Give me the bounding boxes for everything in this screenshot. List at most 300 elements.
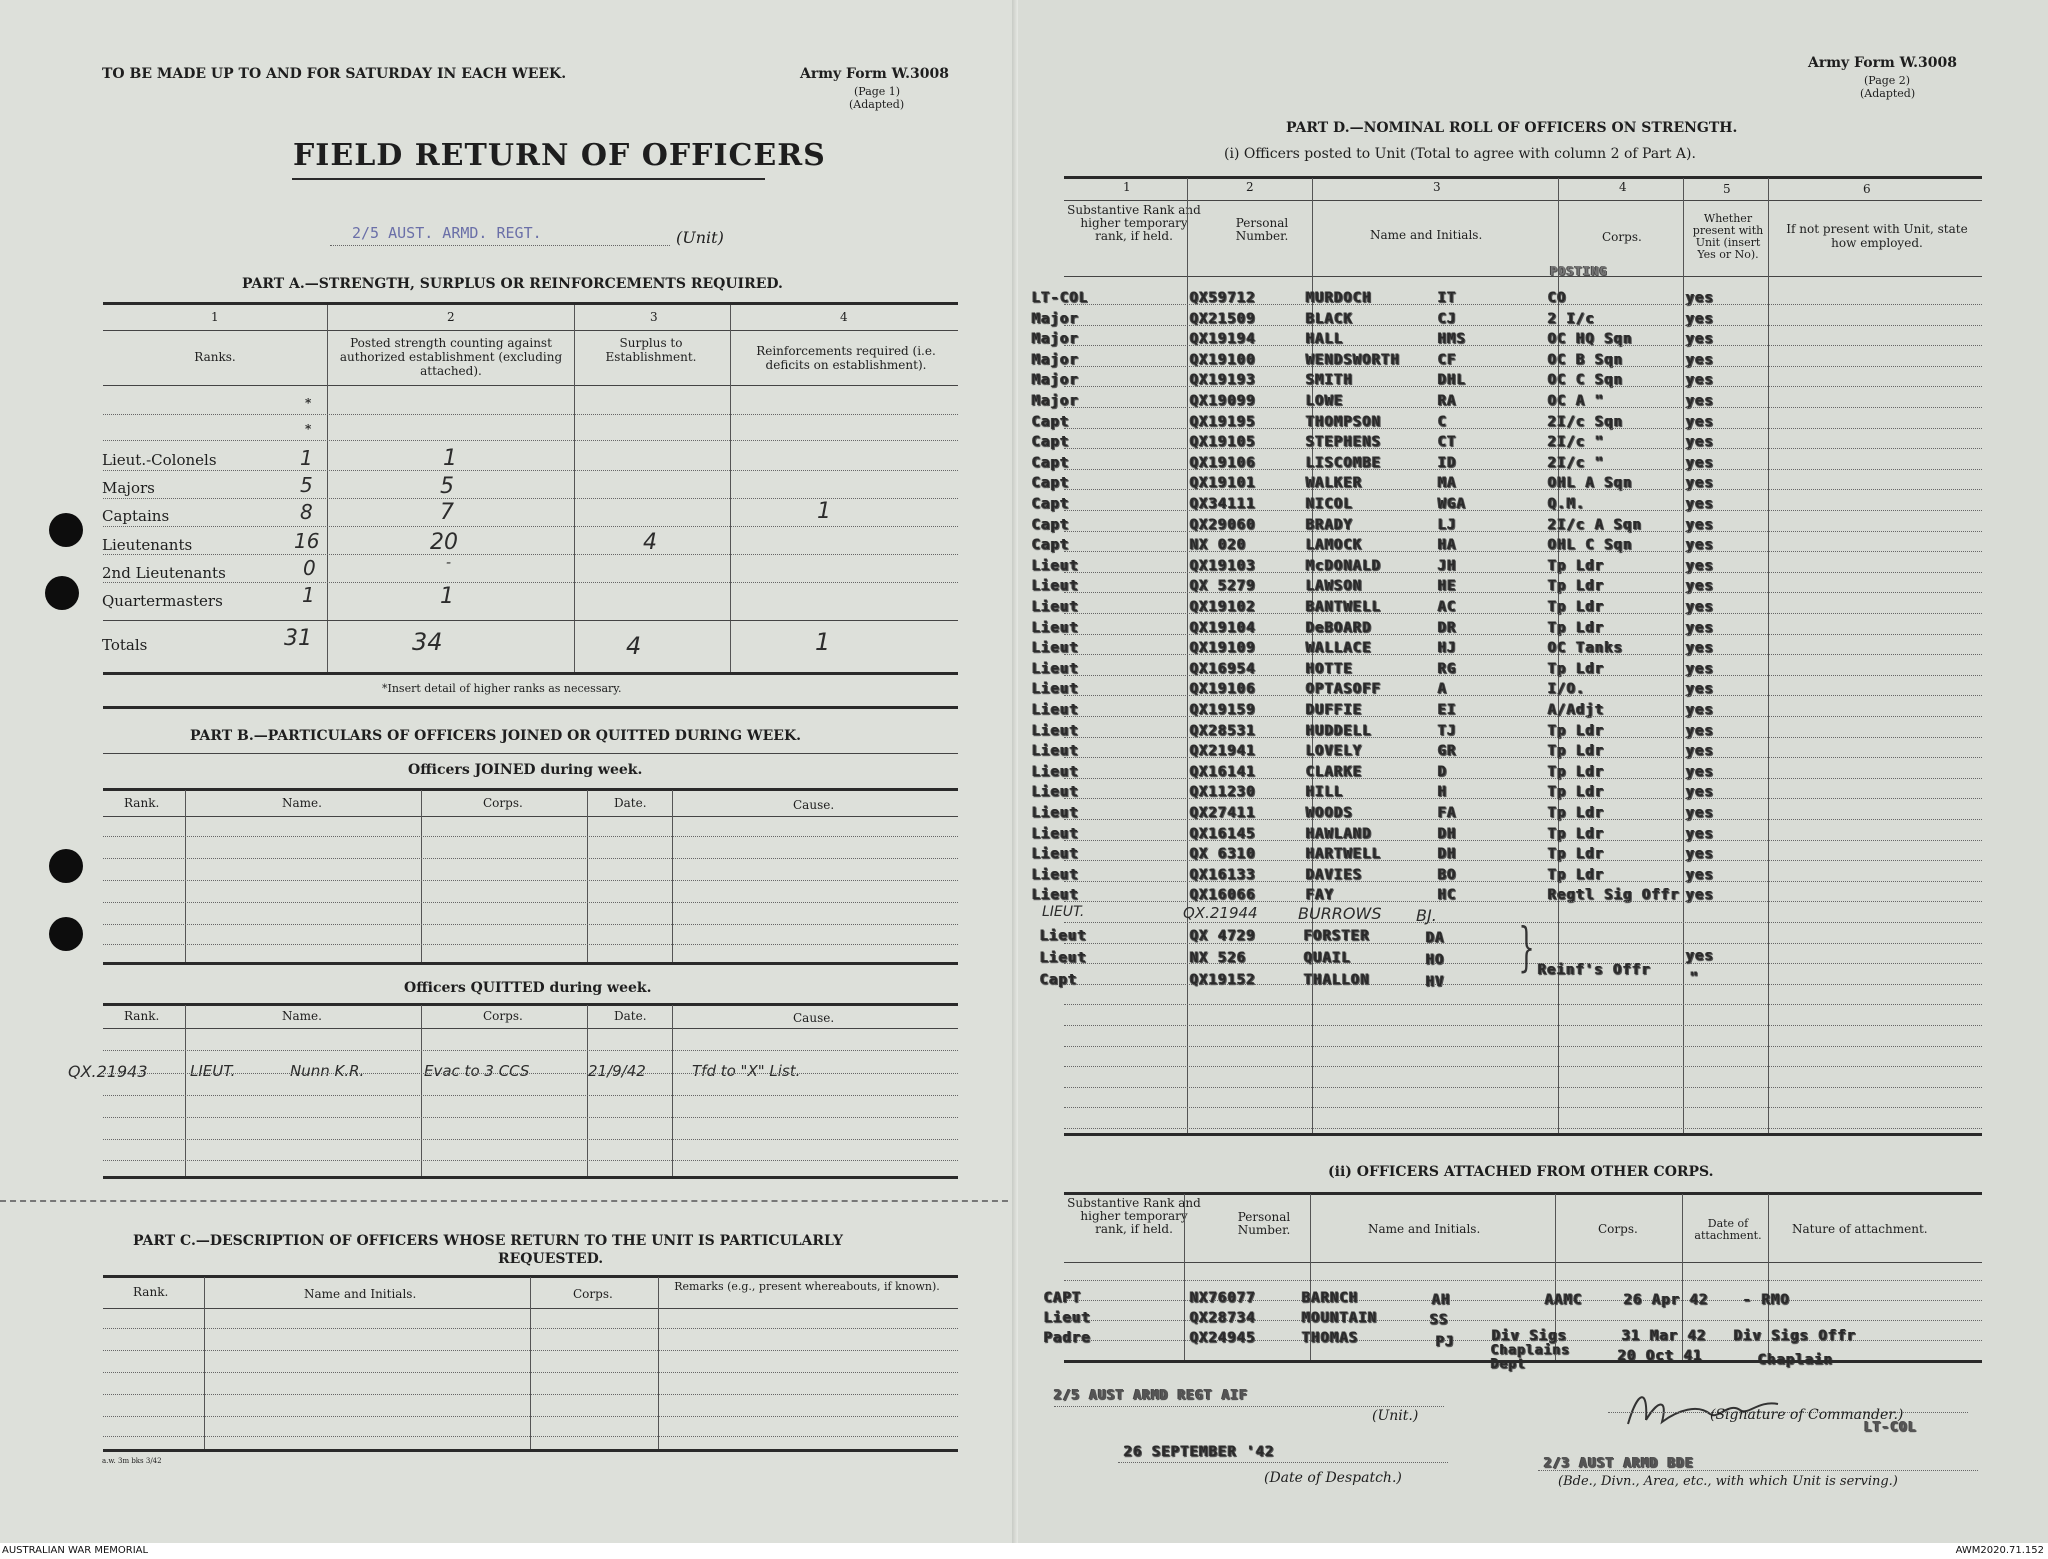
bde-label: (Bde., Divn., Area, etc., with which Unit is serving.): [1558, 1474, 1898, 1489]
officer-posting: OHL A Sqn: [1548, 475, 1633, 491]
att-corps: Div Sigs: [1492, 1328, 1568, 1344]
roll-line: [1064, 613, 1982, 614]
att-rank: Padre: [1044, 1330, 1092, 1346]
officer-initials: AC: [1438, 599, 1457, 615]
officer-present: yes: [1686, 723, 1715, 739]
punch-hole: [49, 513, 83, 547]
roll-line: [1064, 366, 1982, 367]
roll-line: [1064, 1046, 1982, 1047]
roll-line: [1064, 1128, 1982, 1129]
officer-rank: Capt: [1032, 537, 1070, 553]
officer-initials: TJ: [1438, 723, 1457, 739]
d-col-num-6: 6: [1863, 182, 1871, 196]
quitted-date: 21/9/42: [588, 1062, 646, 1080]
officer-name: McDONALD: [1306, 558, 1382, 574]
officer-initials: D: [1438, 764, 1448, 780]
att-initials: AH: [1432, 1292, 1451, 1308]
row-line-a2: [103, 440, 958, 441]
joined-line: [103, 880, 958, 881]
d-header-name: Name and Initials.: [1370, 228, 1483, 242]
officer-number: QX19099: [1190, 393, 1257, 409]
officer-posting: Tp Ldr: [1548, 867, 1605, 883]
officer-present: yes: [1686, 681, 1715, 697]
officer-number: QX19109: [1190, 640, 1257, 656]
asterisk-1: *: [305, 396, 312, 410]
officer-posting: OC C Sqn: [1548, 372, 1624, 388]
officer-name: CLARKE: [1306, 764, 1363, 780]
quitted-header-corps: Corps.: [483, 1009, 523, 1023]
officer-initials: DH: [1438, 826, 1457, 842]
officer-present: yes: [1686, 311, 1715, 327]
officer-name: BANTWELL: [1306, 599, 1382, 615]
officer-initials: ID: [1438, 455, 1457, 471]
header-posted-strength: Posted strength counting against authorized establishment (excluding attached).: [339, 336, 563, 378]
punch-hole: [49, 849, 83, 883]
part-ii-top-rule: [1064, 1192, 1982, 1195]
officer-posting: OC B Sqn: [1548, 352, 1624, 368]
totals-top-rule: [103, 620, 958, 621]
att-rank: Lieut: [1044, 1310, 1092, 1326]
part-b-title-rule: [103, 753, 958, 754]
att-number: QX28734: [1190, 1310, 1257, 1326]
officer-present: yes: [1686, 517, 1715, 533]
part-c-line: [103, 1416, 958, 1417]
roll-line: [1064, 1066, 1982, 1067]
officer-name: THOMPSON: [1306, 414, 1382, 430]
officer-name: WOODS: [1306, 805, 1354, 821]
officer-present: yes: [1686, 475, 1715, 491]
officer-number: QX 5279: [1190, 578, 1257, 594]
officer-initials: HA: [1438, 537, 1457, 553]
roll-line: [1064, 572, 1982, 573]
reinf-initials: HO: [1426, 952, 1445, 968]
rank-label: Lieut.-Colonels: [102, 451, 217, 469]
date-line: [1118, 1462, 1448, 1463]
quitted-header-name: Name.: [282, 1009, 322, 1023]
officer-present: yes: [1686, 640, 1715, 656]
officer-number: QX19106: [1190, 681, 1257, 697]
officer-rank: Major: [1032, 352, 1080, 368]
officer-present: yes: [1686, 887, 1715, 903]
form-number: Army Form W.3008: [1808, 55, 1958, 71]
officer-name: FAY: [1306, 887, 1335, 903]
title-underline: [292, 178, 765, 180]
joined-line: [103, 902, 958, 903]
posted-value: 20: [430, 530, 458, 555]
officer-name: LOVELY: [1306, 743, 1363, 759]
officer-rank: Capt: [1032, 475, 1070, 491]
totals-bottom-rule: [103, 672, 958, 675]
officer-name: WALLACE: [1306, 640, 1373, 656]
officer-posting: 2I/c ": [1548, 455, 1605, 471]
unit-value: 2/5 AUST. ARMD. REGT.: [352, 224, 542, 242]
officer-number: QX27411: [1190, 805, 1257, 821]
roll-line: [1064, 860, 1982, 861]
roll-line: [1064, 551, 1982, 552]
d-col-num-1: 1: [1123, 180, 1131, 194]
officer-posting: OC A ": [1548, 393, 1605, 409]
officer-name: DeBOARD: [1306, 620, 1373, 636]
part-c-header-name: Name and Initials.: [304, 1287, 417, 1301]
joined-header-corps: Corps.: [483, 796, 523, 810]
officer-present: yes: [1686, 331, 1715, 347]
auth-value: 8: [300, 500, 313, 524]
hw-rank: LIEUT.: [1042, 904, 1085, 920]
officer-rank: Lieut: [1032, 743, 1080, 759]
officer-rank: Capt: [1032, 434, 1070, 450]
att-line: [1064, 1280, 1982, 1281]
officer-name: STEPHENS: [1306, 434, 1382, 450]
officer-name: BRADY: [1306, 517, 1354, 533]
joined-vline-2: [421, 790, 422, 962]
officer-present: yes: [1686, 290, 1715, 306]
d-col-num-3: 3: [1433, 180, 1441, 194]
footer-right: AWM2020.71.152: [1955, 1545, 2044, 1556]
officer-initials: BO: [1438, 867, 1457, 883]
officer-present: yes: [1686, 846, 1715, 862]
officer-present: yes: [1686, 434, 1715, 450]
adapted-note: (Adapted): [1860, 87, 1916, 100]
roll-line: [1064, 448, 1982, 449]
roll-line: [1064, 695, 1982, 696]
part-d-num-rule: [1064, 200, 1982, 201]
form-number: Army Form W.3008: [800, 66, 950, 82]
officer-number: QX16133: [1190, 867, 1257, 883]
officer-number: QX19195: [1190, 414, 1257, 430]
officer-present: yes: [1686, 352, 1715, 368]
officer-number: QX29060: [1190, 517, 1257, 533]
d-header-present: Whether present with Unit (insert Yes or No).: [1692, 212, 1764, 261]
roll-line: [1064, 531, 1982, 532]
officer-present: yes: [1686, 578, 1715, 594]
header-ranks: Ranks.: [194, 350, 236, 364]
officer-initials: C: [1438, 414, 1448, 430]
quitted-rank: LIEUT.: [190, 1062, 236, 1080]
att-nature: Chaplain: [1758, 1352, 1834, 1368]
officer-rank: Lieut: [1032, 764, 1080, 780]
officer-initials: FA: [1438, 805, 1457, 821]
date-label: (Date of Despatch.): [1264, 1470, 1402, 1486]
officer-rank: Lieut: [1032, 599, 1080, 615]
officer-number: QX19101: [1190, 475, 1257, 491]
att-corps: Chaplains Dept: [1491, 1343, 1571, 1372]
hw-name: BURROWS: [1298, 904, 1382, 923]
officer-name: DUFFIE: [1306, 702, 1363, 718]
part-d-top-rule: [1064, 176, 1982, 179]
part-d-subtitle: (i) Officers posted to Unit (Total to agree with column 2 of Part A).: [1224, 146, 1696, 162]
officer-initials: GR: [1438, 743, 1457, 759]
header-surplus: Surplus to Establishment.: [605, 336, 697, 364]
quitted-line: [103, 1139, 958, 1140]
d-col-num-2: 2: [1246, 180, 1254, 194]
officer-number: QX16954: [1190, 661, 1257, 677]
officer-rank: Lieut: [1032, 681, 1080, 697]
officer-present: yes: [1686, 661, 1715, 677]
rank-label: Captains: [102, 507, 170, 525]
row-line-b4: [103, 554, 958, 555]
reinf-number: QX 4729: [1190, 928, 1257, 944]
att-rank: CAPT: [1044, 1290, 1082, 1306]
officer-number: QX19102: [1190, 599, 1257, 615]
form-page-2: [1018, 0, 2048, 1543]
officer-rank: LT-COL: [1032, 290, 1089, 306]
unit-dotted-line: [330, 245, 670, 246]
reinf-present-2: ": [1690, 970, 1700, 986]
att-nature: - RMO: [1743, 1292, 1791, 1308]
totals-reinf: 1: [815, 628, 831, 656]
officer-number: QX21941: [1190, 743, 1257, 759]
officer-name: WENDSWORTH: [1306, 352, 1401, 368]
part-b-top-rule: [103, 706, 958, 709]
officer-present: yes: [1686, 537, 1715, 553]
posted-value: 5: [440, 474, 454, 499]
officer-rank: Capt: [1032, 517, 1070, 533]
print-code: a.w. 3m bks 3/42: [102, 1457, 162, 1465]
part-c-vline-2: [530, 1277, 531, 1450]
officer-initials: DR: [1438, 620, 1457, 636]
roll-line: [1064, 654, 1982, 655]
quitted-header-cause: Cause.: [793, 1011, 835, 1025]
joined-line: [103, 858, 958, 859]
joined-header-name: Name.: [282, 796, 322, 810]
joined-header-date: Date.: [614, 796, 647, 810]
officer-rank: Capt: [1032, 455, 1070, 471]
quitted-bottom-rule: [103, 1176, 958, 1179]
att-number: QX24945: [1190, 1330, 1257, 1346]
officer-name: OPTASOFF: [1306, 681, 1382, 697]
roll-line: [1064, 407, 1982, 408]
part-c-vline-3: [658, 1277, 659, 1450]
att-date: 26 Apr 42: [1624, 1292, 1709, 1308]
quitted-line: [103, 1050, 958, 1051]
part-ii-title: (ii) OFFICERS ATTACHED FROM OTHER CORPS.: [1328, 1164, 1714, 1180]
officer-name: HAWLAND: [1306, 826, 1373, 842]
col-num-4: 4: [840, 310, 848, 324]
officer-posting: Tp Ldr: [1548, 784, 1605, 800]
part-d-title: PART D.—NOMINAL ROLL OF OFFICERS ON STRENGTH.: [1286, 120, 1738, 136]
col-num-2: 2: [447, 310, 455, 324]
roll-line: [1064, 634, 1982, 635]
officer-posting: Tp Ldr: [1548, 723, 1605, 739]
roll-line: [1064, 881, 1982, 882]
quitted-line: [103, 1160, 958, 1161]
punch-hole: [45, 576, 79, 610]
officer-present: yes: [1686, 805, 1715, 821]
part-a-header-rule: [103, 385, 958, 386]
officer-present: yes: [1686, 455, 1715, 471]
officer-posting: Tp Ldr: [1548, 558, 1605, 574]
officer-posting: Q.M.: [1548, 496, 1586, 512]
officer-number: QX59712: [1190, 290, 1257, 306]
roll-line: [1064, 737, 1982, 738]
officer-number: QX19106: [1190, 455, 1257, 471]
officer-name: HOTTE: [1306, 661, 1354, 677]
officer-posting: OC HQ Sqn: [1548, 331, 1633, 347]
part-c-header-rank: Rank.: [133, 1285, 169, 1299]
officer-rank: Lieut: [1032, 661, 1080, 677]
officer-number: QX16066: [1190, 887, 1257, 903]
part-a-footnote: *Insert detail of higher ranks as necessary.: [382, 682, 622, 695]
officer-posting: OHL C Sqn: [1548, 537, 1633, 553]
officer-present: yes: [1686, 414, 1715, 430]
quitted-header-rank: Rank.: [124, 1009, 160, 1023]
bde-stamp: 2/3 AUST ARMD BDE: [1544, 1456, 1695, 1471]
part-ii-bottom-rule: [1064, 1360, 1982, 1363]
quitted-vline-1: [185, 1005, 186, 1177]
att-corps: AAMC: [1545, 1292, 1583, 1308]
roll-line: [1064, 325, 1982, 326]
part-c-title-line2: REQUESTED.: [498, 1251, 604, 1267]
part-a-top-rule: [103, 302, 958, 305]
officer-number: QX19103: [1190, 558, 1257, 574]
part-a-vline-1: [327, 305, 328, 673]
rank-label: Majors: [102, 479, 155, 497]
officer-posting: CO: [1548, 290, 1567, 306]
quitted-vline-4: [672, 1005, 673, 1177]
att-header-corps: Corps.: [1598, 1222, 1638, 1236]
part-c-header-remarks: Remarks (e.g., present whereabouts, if known).: [674, 1280, 940, 1293]
officer-posting: Tp Ldr: [1548, 805, 1605, 821]
officer-name: HILL: [1306, 784, 1344, 800]
unit-label-p2: (Unit.): [1372, 1408, 1419, 1424]
quitted-line: [103, 1117, 958, 1118]
quitted-line: [103, 1095, 958, 1096]
officer-name: HARTWELL: [1306, 846, 1382, 862]
reinf-present-1: yes: [1686, 948, 1715, 964]
joined-header-rank: Rank.: [124, 796, 160, 810]
officer-number: QX34111: [1190, 496, 1257, 512]
part-c-line: [103, 1394, 958, 1395]
officer-name: DAVIES: [1306, 867, 1363, 883]
att-number: NX76077: [1190, 1290, 1257, 1306]
officer-name: BLACK: [1306, 311, 1354, 327]
top-note: TO BE MADE UP TO AND FOR SATURDAY IN EACH WEEK.: [102, 66, 567, 82]
roll-line: [1064, 819, 1982, 820]
adapted-note: (Adapted): [849, 98, 905, 111]
posted-value: 7: [440, 500, 454, 525]
part-c-line: [103, 1328, 958, 1329]
officer-rank: Capt: [1032, 414, 1070, 430]
officer-name: MURDOCH: [1306, 290, 1373, 306]
roll-line: [1064, 1004, 1982, 1005]
att-nature: Div Sigs Offr: [1734, 1328, 1857, 1344]
officer-posting: 2I/c A Sqn: [1548, 517, 1643, 533]
col-num-3: 3: [650, 310, 658, 324]
part-d-header-rule: [1064, 276, 1982, 277]
att-initials: PJ: [1436, 1334, 1455, 1350]
archive-footer: [0, 1543, 2048, 1559]
quitted-number: QX.21943: [68, 1062, 148, 1081]
officer-name: SMITH: [1306, 372, 1354, 388]
part-c-line: [103, 1372, 958, 1373]
officer-rank: Lieut: [1032, 784, 1080, 800]
quitted-vline-3: [587, 1005, 588, 1177]
officer-rank: Lieut: [1032, 702, 1080, 718]
asterisk-2: *: [305, 422, 312, 436]
posted-value: -: [446, 555, 452, 571]
officer-initials: MA: [1438, 475, 1457, 491]
officer-initials: RG: [1438, 661, 1457, 677]
rank-label: Lieutenants: [102, 536, 193, 554]
totals-posted: 34: [412, 628, 443, 656]
part-d-bottom-rule: [1064, 1133, 1982, 1136]
quitted-title: Officers QUITTED during week.: [404, 980, 652, 996]
roll-line: [1064, 428, 1982, 429]
totals-auth: 31: [284, 626, 312, 651]
reinf-name: QUAIL: [1304, 950, 1352, 966]
officer-posting: Tp Ldr: [1548, 599, 1605, 615]
officer-initials: DHL: [1438, 372, 1467, 388]
row-line-b3: [103, 526, 958, 527]
quitted-header-rule: [103, 1028, 958, 1029]
officer-initials: HJ: [1438, 640, 1457, 656]
officer-present: yes: [1686, 743, 1715, 759]
d-vline-5: [1768, 178, 1769, 1133]
officer-rank: Lieut: [1032, 805, 1080, 821]
officer-initials: HC: [1438, 887, 1457, 903]
roll-line: [1064, 489, 1982, 490]
d-vline-1: [1187, 178, 1188, 1133]
joined-vline-3: [587, 790, 588, 962]
att-initials: SS: [1430, 1312, 1449, 1328]
roll-line: [1064, 675, 1982, 676]
officer-name: HUDDELL: [1306, 723, 1373, 739]
joined-title: Officers JOINED during week.: [408, 762, 643, 778]
officer-posting: Tp Ldr: [1548, 846, 1605, 862]
part-c-line: [103, 1350, 958, 1351]
quitted-vline-2: [421, 1005, 422, 1177]
officer-posting: Tp Ldr: [1548, 661, 1605, 677]
roll-line: [1064, 345, 1982, 346]
quitted-name: Nunn K.R.: [290, 1062, 365, 1080]
officer-rank: Lieut: [1032, 620, 1080, 636]
reinf-initials: DA: [1426, 930, 1445, 946]
part-c-line: [103, 1436, 958, 1437]
row-line-a1: [103, 414, 958, 415]
signature-rank: LT-COL: [1864, 1420, 1917, 1435]
officer-posting: Tp Ldr: [1548, 578, 1605, 594]
joined-header-cause: Cause.: [793, 798, 835, 812]
officer-rank: Major: [1032, 331, 1080, 347]
officer-rank: Capt: [1032, 496, 1070, 512]
row-line-b1: [103, 470, 958, 471]
officer-posting: I/O.: [1548, 681, 1586, 697]
roll-line: [1064, 778, 1982, 779]
joined-line: [103, 836, 958, 837]
d-col-num-5: 5: [1723, 182, 1731, 196]
roll-line: [1064, 386, 1982, 387]
officer-rank: Lieut: [1032, 846, 1080, 862]
part-ii-header-rule: [1064, 1262, 1982, 1263]
quitted-cause: Tfd to "X" List.: [692, 1062, 801, 1080]
posted-value: 1: [443, 446, 457, 471]
auth-value: 16: [294, 529, 320, 553]
officer-initials: LJ: [1438, 517, 1457, 533]
officer-present: yes: [1686, 764, 1715, 780]
d-header-number: Personal Number.: [1235, 216, 1289, 243]
part-a-vline-2: [574, 305, 575, 673]
d-header-rank: Substantive Rank and higher temporary rank, if held.: [1067, 203, 1201, 243]
officer-initials: IT: [1438, 290, 1457, 306]
officer-name: LOWE: [1306, 393, 1344, 409]
quitted-corps: Evac to 3 CCS: [424, 1062, 530, 1080]
officer-initials: DH: [1438, 846, 1457, 862]
page-number: (Page 2): [1864, 74, 1911, 87]
joined-vline-1: [185, 790, 186, 962]
reinf-brace: }: [1518, 918, 1535, 978]
reinf-initials: HV: [1426, 974, 1445, 990]
officer-present: yes: [1686, 867, 1715, 883]
